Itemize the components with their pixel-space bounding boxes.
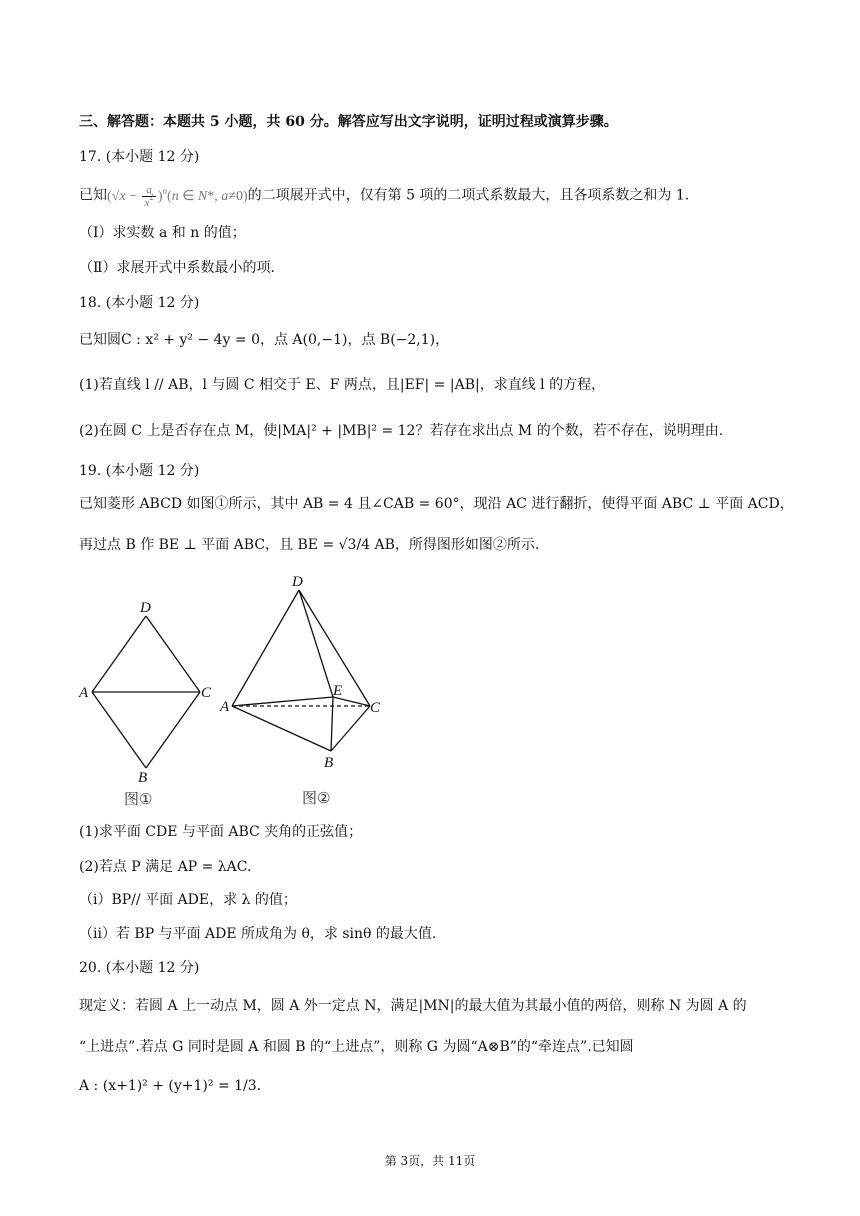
q20-line1: 现定义：若圆 A 上一动点 M，圆 A 外一定点 N，满足|MN|的最大值为其最小值的两倍，则称 N 为圆 A 的 [79, 998, 747, 1014]
q17-stem-suffix: 的二项展开式中，仅有第 5 项的二项式系数最大，且各项系数之和为 1. [247, 187, 690, 204]
fig2-label-C: C [370, 700, 381, 716]
q18-part1: (1)若直线 l // AB，l 与圆 C 相交于 E、F 两点，且|EF| = |AB|，求直线 l 的方程， [79, 377, 606, 393]
q17-stem-prefix: 已知 [79, 187, 107, 204]
q18-part2: (2)在圆 C 上是否存在点 M，使|MA|² + |MB|² = 12？若存在求出点 M 的个数，若不存在，说明理由. [79, 423, 724, 439]
fig1-label-A: A [79, 685, 89, 701]
fig1-label-B: B [138, 770, 148, 786]
q17-formula: (√x − $\frac{a}{x^2}$ )$^n$(n ∈ N*, a≠0) [107, 184, 248, 209]
fig1-caption: 图① [124, 790, 153, 808]
fig2-caption: 图② [302, 789, 331, 807]
fig2-edge-EB [331, 697, 333, 751]
q19-part2i: （i）BP// 平面 ADE，求 λ 的值； [79, 892, 297, 908]
q19-part2ii: （ii）若 BP 与平面 ADE 所成角为 θ，求 sinθ 的最大值. [79, 926, 437, 942]
fig2-edge-DA [232, 590, 299, 706]
fig2-label-E: E [333, 683, 343, 699]
q17-stem [79, 184, 689, 209]
fig1-edge-DA [92, 616, 146, 692]
q18-title: 18. (本小题 12 分) [79, 295, 200, 311]
fig2-label-A: A [220, 699, 230, 715]
page-footer: 第 3页，共 11页 [384, 1154, 476, 1168]
q17-title: 17. (本小题 12 分) [79, 149, 200, 165]
fig2-label-B: B [324, 755, 334, 771]
fig1-edge-AB [92, 692, 146, 768]
q19-figure-1 [76, 596, 226, 812]
q17-part1: （Ⅰ）求实数 a 和 n 的值； [79, 225, 246, 241]
q19-title: 19. (本小题 12 分) [79, 463, 200, 479]
q19-stem1: 已知菱形 ABCD 如图①所示，其中 AB = 4 且∠CAB = 60°，现沿 AC 进行翻折，使得平面 ABC ⊥ 平面 ACD， [79, 496, 794, 512]
q17-part2: （Ⅱ）求展开式中系数最小的项. [79, 260, 275, 276]
q19-part2: (2)若点 P 满足 AP = λAC. [79, 859, 252, 875]
fig2-edge-AE [232, 697, 333, 706]
fig2-edge-DE [299, 590, 333, 697]
fig1-edge-CB [146, 692, 200, 768]
fig1-label-C: C [201, 685, 212, 701]
section-header: 三、解答题：本题共 5 小题，共 60 分。解答应写出文字说明，证明过程或演算步骤。 [79, 114, 618, 130]
fig2-edge-AB [232, 706, 331, 751]
q20-title: 20. (本小题 12 分) [79, 960, 200, 976]
q19-part1: (1)求平面 CDE 与平面 ABC 夹角的正弦值； [79, 824, 363, 840]
q18-stem: 已知圆C : x² + y² − 4y = 0，点 A(0,−1)，点 B(−2,1)， [79, 332, 450, 348]
fig1-edge-DC [146, 616, 200, 692]
fig2-edge-CB [331, 706, 370, 751]
q20-line2: “上进点”.若点 G 同时是圆 A 和圆 B 的“上进点”，则称 G 为圆“A⊗B”的“牵连点”.已知圆 [79, 1039, 634, 1055]
fig2-label-D: D [292, 574, 303, 590]
q19-figure-2 [216, 570, 396, 810]
fig1-label-D: D [140, 600, 151, 616]
q19-stem2: 再过点 B 作 BE ⊥ 平面 ABC，且 BE = √3/4 AB，所得图形如图②所示. [79, 537, 540, 553]
q20-line3: A : (x+1)² + (y+1)² = 1/3. [79, 1078, 262, 1094]
